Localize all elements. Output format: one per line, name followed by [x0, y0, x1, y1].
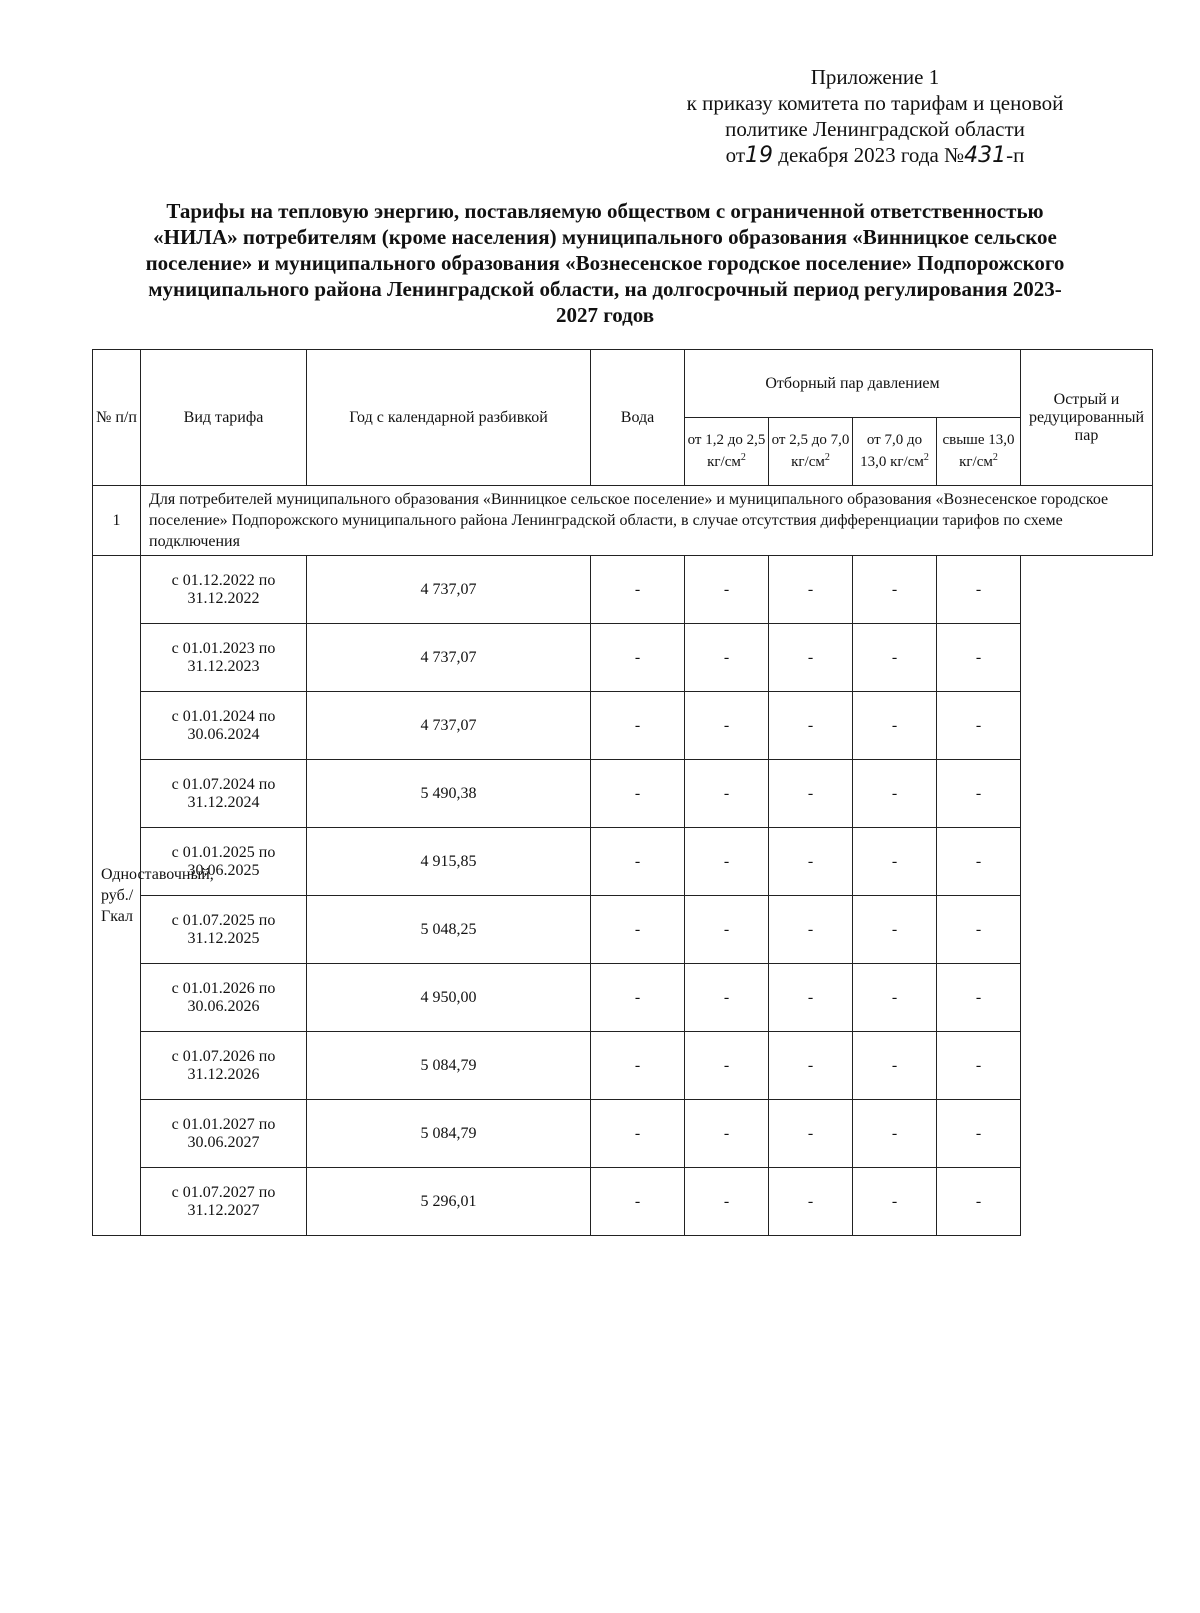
- water-value-cell: 5 084,79: [307, 1032, 591, 1100]
- tariff-table: [92, 349, 1153, 1236]
- table-row: [93, 624, 1153, 692]
- dash-cell: -: [769, 1100, 853, 1168]
- dash-cell: -: [591, 1032, 685, 1100]
- dash-cell: -: [591, 760, 685, 828]
- header-num: № п/п: [93, 350, 141, 486]
- dash-cell: -: [685, 964, 769, 1032]
- appendix-line-1: Приложение 1: [810, 65, 940, 89]
- dash-cell: -: [853, 760, 937, 828]
- water-value-cell: 4 737,07: [307, 692, 591, 760]
- dash-cell: -: [853, 1168, 937, 1236]
- appendix-date-line: [640, 142, 1110, 169]
- handwritten-number: 431: [964, 143, 1007, 168]
- table-row: [93, 556, 1153, 624]
- handwritten-day: 19: [745, 143, 774, 168]
- dash-cell: -: [853, 828, 937, 896]
- dash-cell: -: [591, 1168, 685, 1236]
- period-cell: с 01.01.2027 по 30.06.2027: [141, 1100, 307, 1168]
- dash-cell: -: [591, 692, 685, 760]
- dash-cell: -: [853, 1100, 937, 1168]
- dash-cell: -: [853, 624, 937, 692]
- dash-cell: -: [769, 1032, 853, 1100]
- dash-cell: -: [591, 896, 685, 964]
- period-cell: с 01.07.2027 по 31.12.2027: [141, 1168, 307, 1236]
- document-title: Тарифы на тепловую энергию, поставляемую обществом с ограниченной ответственностью «НИЛА» потребителям (кроме населения) муниципального образования «Винницкое сельское поселение» и муниципального образования «Вознесенское городское поселение» Подпорожского муниципального района Ленинградской области, на долгосрочный период регулирования 2023-2027 годов: [145, 199, 1065, 327]
- water-value-cell: 5 490,38: [307, 760, 591, 828]
- dash-cell: -: [769, 624, 853, 692]
- header-pressure-4: свыше 13,0 $кг/см^2$: [937, 418, 1021, 486]
- dash-cell: -: [591, 556, 685, 624]
- period-cell: с 01.07.2025 по 31.12.2025: [141, 896, 307, 964]
- dash-cell: -: [769, 692, 853, 760]
- header-sharp-steam: Острый и редуцированный пар: [1021, 350, 1153, 486]
- period-cell: с 01.12.2022 по 31.12.2022: [141, 556, 307, 624]
- dash-cell: -: [685, 692, 769, 760]
- dash-cell: -: [937, 1100, 1021, 1168]
- dash-cell: -: [769, 1168, 853, 1236]
- table-row: [93, 1100, 1153, 1168]
- dash-cell: -: [685, 624, 769, 692]
- dash-cell: -: [937, 964, 1021, 1032]
- dash-cell: -: [937, 1168, 1021, 1236]
- dash-cell: -: [769, 556, 853, 624]
- dash-cell: -: [937, 556, 1021, 624]
- date-prefix: от: [725, 143, 746, 167]
- dash-cell: -: [937, 760, 1021, 828]
- dash-cell: -: [937, 896, 1021, 964]
- appendix-header: [640, 64, 1110, 169]
- period-cell: с 01.01.2024 по 30.06.2024: [141, 692, 307, 760]
- dash-cell: -: [685, 828, 769, 896]
- dash-cell: -: [937, 1032, 1021, 1100]
- header-pressure-3: от 7,0 до 13,0 $кг/см^2$: [853, 418, 937, 486]
- header-tariff-type: Вид тарифа: [141, 350, 307, 486]
- dash-cell: -: [685, 556, 769, 624]
- section-description: Для потребителей муниципального образования «Винницкое сельское поселение» и муниципального образования «Вознесенское городское поселение» Подпорожского муниципального района Ленинградской области, в случае отсутствия дифференциации тарифов по схеме подключения: [141, 486, 1153, 556]
- dash-cell: -: [853, 556, 937, 624]
- water-value-cell: 4 950,00: [307, 964, 591, 1032]
- table-row: [93, 692, 1153, 760]
- dash-cell: -: [685, 1168, 769, 1236]
- table-row: [93, 1168, 1153, 1236]
- dash-cell: -: [685, 896, 769, 964]
- header-steam-group: Отборный пар давлением: [685, 350, 1021, 418]
- dash-cell: -: [685, 760, 769, 828]
- appendix-line-3: политике Ленинградской области: [725, 117, 1025, 141]
- dash-cell: -: [853, 1032, 937, 1100]
- header-pressure-2: от 2,5 до 7,0 $кг/см^2$: [769, 418, 853, 486]
- dash-cell: -: [937, 828, 1021, 896]
- header-year: Год с календарной разбивкой: [307, 350, 591, 486]
- dash-cell: -: [853, 964, 937, 1032]
- dash-cell: -: [591, 964, 685, 1032]
- dash-cell: -: [685, 1032, 769, 1100]
- water-value-cell: 4 737,07: [307, 624, 591, 692]
- period-cell: с 01.01.2025 по 30.06.2025: [141, 828, 307, 896]
- dash-cell: -: [769, 896, 853, 964]
- header-pressure-1: от 1,2 до 2,5 $кг/см^2$: [685, 418, 769, 486]
- table-row: [93, 1032, 1153, 1100]
- dash-cell: -: [769, 964, 853, 1032]
- period-cell: с 01.07.2024 по 31.12.2024: [141, 760, 307, 828]
- period-cell: с 01.01.2026 по 30.06.2026: [141, 964, 307, 1032]
- table-row: [93, 896, 1153, 964]
- water-value-cell: 5 048,25: [307, 896, 591, 964]
- dash-cell: -: [591, 624, 685, 692]
- period-cell: с 01.01.2023 по 31.12.2023: [141, 624, 307, 692]
- dash-cell: -: [591, 1100, 685, 1168]
- dash-cell: -: [769, 760, 853, 828]
- section-number: 1: [93, 486, 141, 556]
- appendix-line-2: к приказу комитета по тарифам и ценовой: [686, 91, 1064, 115]
- table-row: [93, 828, 1153, 896]
- dash-cell: -: [937, 692, 1021, 760]
- dash-cell: -: [769, 828, 853, 896]
- water-value-cell: 5 296,01: [307, 1168, 591, 1236]
- table-row: [93, 760, 1153, 828]
- dash-cell: -: [591, 828, 685, 896]
- water-value-cell: 4 915,85: [307, 828, 591, 896]
- water-value-cell: 4 737,07: [307, 556, 591, 624]
- dash-cell: -: [853, 692, 937, 760]
- period-cell: с 01.07.2026 по 31.12.2026: [141, 1032, 307, 1100]
- table-row: [93, 964, 1153, 1032]
- dash-cell: -: [937, 624, 1021, 692]
- number-suffix: -п: [1006, 143, 1025, 167]
- dash-cell: -: [685, 1100, 769, 1168]
- dash-cell: -: [853, 896, 937, 964]
- water-value-cell: 5 084,79: [307, 1100, 591, 1168]
- date-middle: декабря 2023 года №: [778, 143, 965, 167]
- tariff-type-cell: Одноставочный, руб./Гкал: [93, 556, 141, 1236]
- header-water: Вода: [591, 350, 685, 486]
